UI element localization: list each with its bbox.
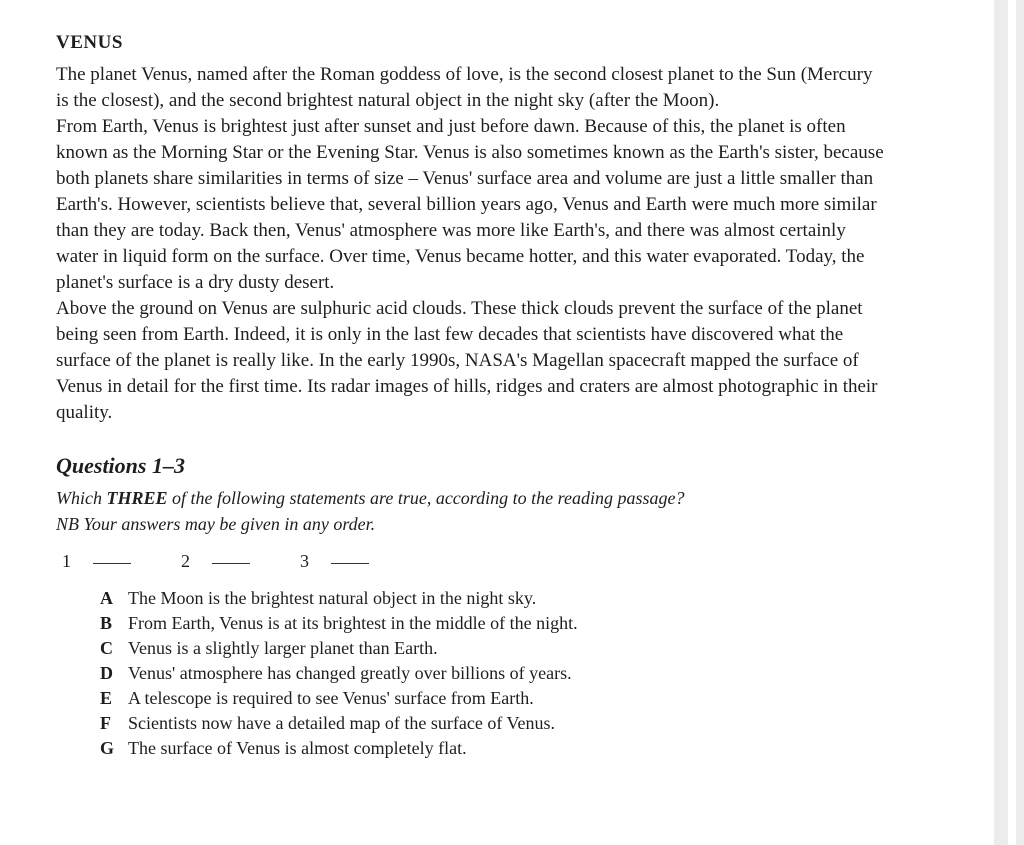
instruction-post: of the following statements are true, according to the reading passage? — [167, 488, 685, 508]
option-letter: B — [100, 613, 113, 633]
option-item — [100, 686, 886, 711]
answer-slot[interactable] — [62, 551, 131, 572]
options-list — [100, 586, 886, 761]
option-text: Scientists now have a detailed map of the surface of Venus. — [128, 713, 556, 733]
answer-slot[interactable] — [181, 551, 250, 572]
option-text: From Earth, Venus is at its brightest in the middle of the night. — [128, 613, 578, 633]
answer-blank[interactable] — [331, 561, 369, 564]
option-item — [100, 586, 886, 611]
option-letter: E — [100, 688, 113, 708]
option-item — [100, 611, 886, 636]
option-text: The surface of Venus is almost completely flat. — [128, 738, 467, 758]
passage-title: VENUS — [56, 32, 123, 53]
instruction-pre: Which — [56, 488, 107, 508]
questions-instruction — [56, 485, 886, 511]
answer-slot[interactable] — [300, 551, 369, 572]
option-letter: F — [100, 713, 111, 733]
answer-number: 3 — [300, 551, 309, 571]
page-edge-gap — [1008, 0, 1016, 845]
option-letter: C — [100, 638, 113, 658]
option-letter: D — [100, 663, 113, 683]
instruction-bold: THREE — [106, 488, 168, 508]
reading-page — [56, 32, 886, 761]
page-edge — [994, 0, 1024, 845]
option-item — [100, 661, 886, 686]
answer-blank[interactable] — [212, 561, 250, 564]
answer-number: 2 — [181, 551, 190, 571]
answer-slots — [62, 551, 886, 572]
option-item — [100, 736, 886, 761]
option-letter: G — [100, 738, 115, 758]
questions-title: Questions 1–3 — [56, 453, 185, 478]
option-item — [100, 636, 886, 661]
questions-note: NB Your answers may be given in any order. — [56, 514, 376, 534]
passage-paragraph-1: The planet Venus, named after the Roman goddess of love, is the second closest planet to the Sun (Mercury is the closest), and the second brightest natural object in the night sky (after the Moon). — [56, 64, 873, 111]
answer-blank[interactable] — [93, 561, 131, 564]
option-letter: A — [100, 588, 113, 608]
passage-paragraph-3: Above the ground on Venus are sulphuric acid clouds. These thick clouds prevent the surface of the planet being seen from Earth. Indeed, it is only in the last few decades that scientists have discovered what the surface of the planet is really like. In the early 1990s, NASA's Magellan spacecraft mapped the surface of Venus in detail for the first time. Its radar images of hills, ridges and craters are almost photographic in their quality. — [56, 298, 878, 423]
option-text: A telescope is required to see Venus' surface from Earth. — [128, 688, 534, 708]
option-text: The Moon is the brightest natural object in the night sky. — [128, 588, 537, 608]
answer-number: 1 — [62, 551, 71, 571]
passage-paragraph-2: From Earth, Venus is brightest just after sunset and just before dawn. Because of this, the planet is often known as the Morning Star or the Evening Star. Venus is also sometimes known as the Earth's sister, because both planets share similarities in terms of size – Venus' surface area and volume are just a little smaller than Earth's. However, scientists believe that, several billion years ago, Venus and Earth were much more similar than they are today. Back then, Venus' atmosphere was more like Earth's, and there was almost certainly water in liquid form on the surface. Over time, Venus became hotter, and this water evaporated. Today, the planet's surface is a dry dusty desert. — [56, 116, 884, 293]
option-text: Venus' atmosphere has changed greatly over billions of years. — [128, 663, 572, 683]
option-text: Venus is a slightly larger planet than Earth. — [128, 638, 438, 658]
option-item — [100, 711, 886, 736]
